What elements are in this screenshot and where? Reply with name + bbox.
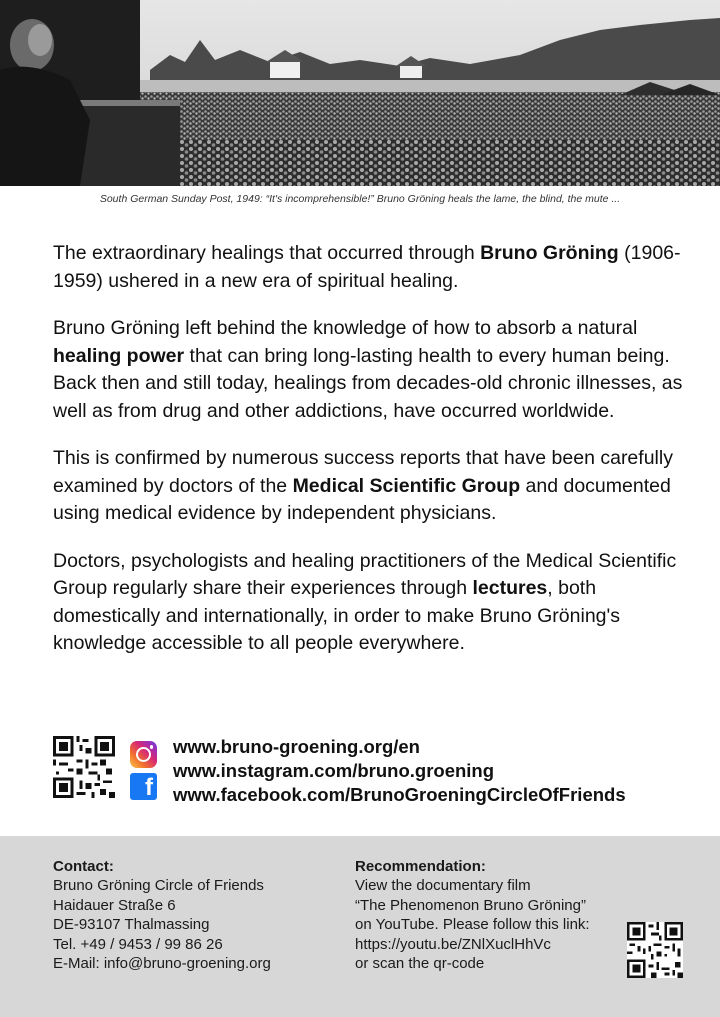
recommendation-line-3: on YouTube. Please follow this link: [355,916,590,934]
p3-text-before: This is confirmed by numerous success reports that have been carefully examined by doctors of the [53,447,673,497]
social-links [53,736,713,806]
recommendation-heading: Recommendation: [355,858,486,875]
youtube-qr-code[interactable] [627,922,683,978]
instagram-link[interactable]: www.instagram.com/bruno.groening [173,760,495,781]
p4-text-after: , both domestically and internationally, in order to make Bruno Gröning's knowledge accessible to all people everywhere. [53,577,620,654]
article-body [53,240,683,678]
recommendation-line-1: View the documentary film [355,877,531,895]
contact-city: DE-93107 Thalmassing [53,916,210,934]
p3-text-after: and documented using medical evidence by independent physicians. [53,474,671,524]
paragraph-confirmation [53,445,683,528]
facebook-link[interactable]: www.facebook.com/BrunoGroeningCircleOfFriends [173,784,626,805]
photo-caption: South German Sunday Post, 1949: “It's incomprehensible!” Bruno Gröning heals the lame, the blind, the mute ... [99,193,621,205]
p1-bold-name: Bruno Gröning [480,242,619,264]
contact-column [53,857,333,973]
historic-crowd-photo [0,0,720,186]
p2-bold-healing-power: healing power [53,344,185,367]
p1-text-after: (1906-1959) ushered in a new era of spiritual healing. [53,242,681,292]
youtube-link[interactable]: https://youtu.be/ZNlXuclHhVc [355,935,551,953]
paragraph-intro [53,240,683,295]
footer-panel [0,836,720,1017]
p4-text-before: Doctors, psychologists and healing practitioners of the Medical Scientific Group regularly share their experiences through [53,549,677,599]
recommendation-film-title: “The Phenomenon Bruno Gröning” [355,896,586,914]
contact-phone: Tel. +49 / 9453 / 99 86 26 [53,935,223,953]
contact-heading: Contact: [53,858,114,875]
website-link[interactable]: www.bruno-groening.org/en [173,736,420,757]
paragraph-knowledge [53,315,683,425]
p1-text-before: The extraordinary healings that occurred through [53,242,481,264]
contact-email[interactable]: E-Mail: info@bruno-groening.org [53,955,271,973]
p4-bold-lectures: lectures [472,577,548,599]
recommendation-column [355,857,655,973]
facebook-icon[interactable]: f [130,773,157,800]
contact-organization: Bruno Gröning Circle of Friends [53,877,264,895]
p3-bold-group: Medical Scientific Group [292,474,521,497]
p2-text-before: Bruno Gröning left behind the knowledge of how to absorb a natural [53,317,638,339]
contact-street: Haidauer Straße 6 [53,896,176,914]
website-qr-code[interactable] [53,736,115,798]
paragraph-lectures [53,548,683,658]
instagram-icon[interactable] [130,741,157,768]
recommendation-line-5: or scan the qr-code [355,955,485,973]
p2-text-after: that can bring long-lasting health to every human being. Back then and still today, healings from decades-old chronic illnesses, as well as from drug and other addictions, have occurred worldwide. [53,344,683,422]
